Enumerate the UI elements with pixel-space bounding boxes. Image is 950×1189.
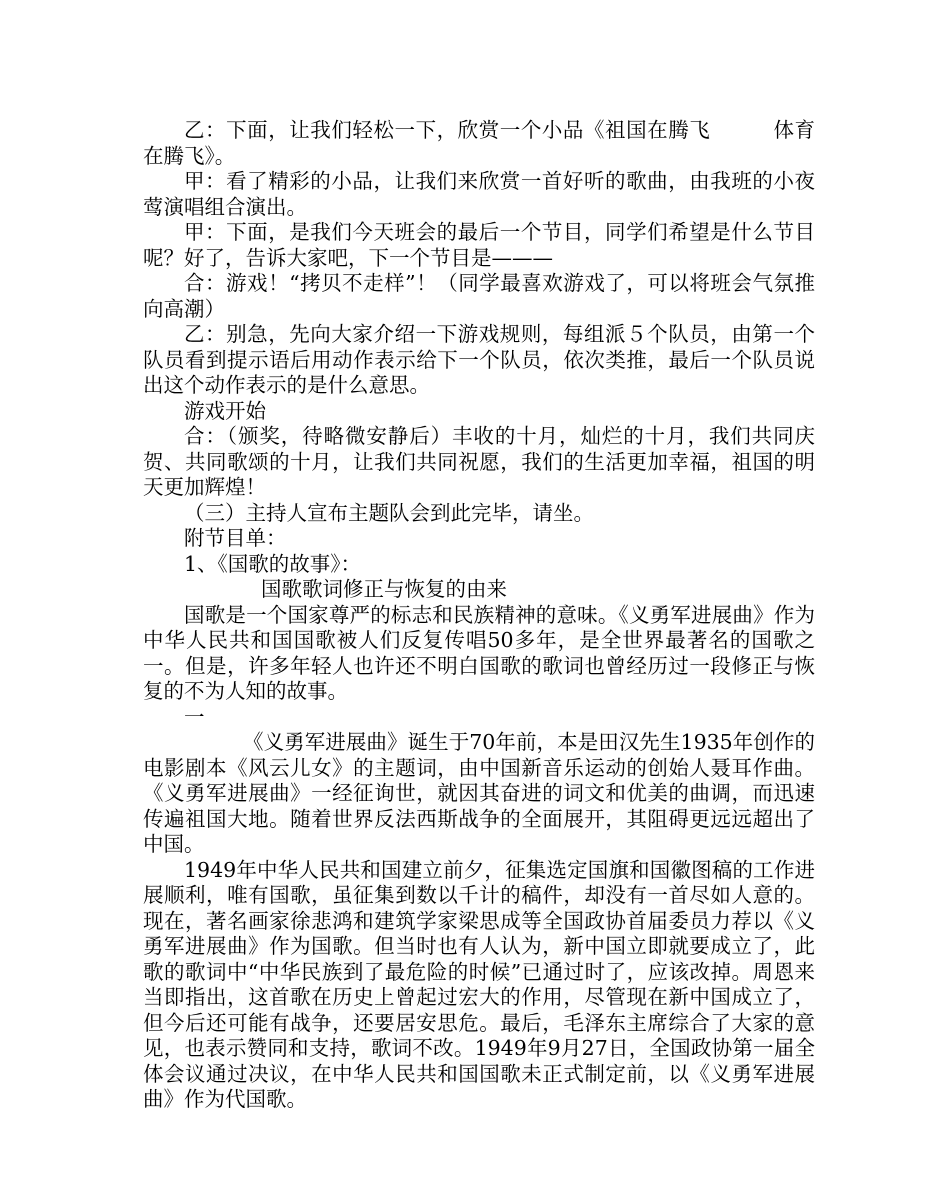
document-body — [143, 118, 815, 1113]
section-number: 一 — [184, 704, 205, 729]
paragraph-jia-song: 甲：看了精彩的小品，让我们来欣赏一首好听的歌曲，由我班的小夜莺演唱组合演出。 — [143, 169, 815, 219]
paragraph-closing: （三）主持人宣布主题队会到此完毕，请坐。 — [184, 500, 594, 525]
paragraph-yi-skit: 乙：下面，让我们轻松一下，欣赏一个小品《祖国在腾飞 体育在腾飞》。 — [143, 118, 815, 168]
paragraph-he-awards: 合：（颁奖，待略微安静后）丰收的十月，灿烂的十月，我们共同庆贺、共同歌颂的十月，让我们共同祝愿，我们的生活更加幸福，祖国的明天更加辉煌！ — [143, 424, 815, 499]
paragraph-anthem-origin: 《义勇军进展曲》诞生于70年前，本是田汉先生1935年创作的电影剧本《风云儿女》的主题词，由中国新音乐运动的创始人聂耳作曲。《义勇军进展曲》一经征询世，就因其奋进的词文和优美的曲调，而迅速传遍祖国大地。随着世界反法西斯战争的全面展开，其阻碍更远远超出了中国。 — [143, 730, 815, 856]
paragraph-jia-last-program: 甲：下面，是我们今天班会的最后一个节目，同学们希望是什么节目呢？好了，告诉大家吧，下一个节目是——— — [143, 220, 815, 270]
section-heading: 国歌歌词修正与恢复的由来 — [261, 577, 507, 601]
paragraph-program-item-1: 1、《国歌的故事》： — [184, 551, 362, 576]
paragraph-anthem-1949: 1949年中华人民共和国建立前夕，征集选定国旗和国徽图稿的工作进展顺利，唯有国歌，虽征集到数以千计的稿件，却没有一首尽如人意的。现在，著名画家徐悲鸿和建筑学家梁思成等全国政协首届委员力荐以《义勇军进展曲》作为国歌。但当时也有人认为，新中国立即就要成立了，此歌的歌词中“中华民族到了最危险的时候”已通过时了，应该改掉。周恩来当即指出，这首歌在历史上曾起过宏大的作用，尽管现在新中国成立了，但今后还可能有战争，还要居安思危。最后，毛泽东主席综合了大家的意见，也表示赞同和支持，歌词不改。1949年9月27日，全国政协第一届全体会议通过决议，在中华人民共和国国歌未正式制定前，以《义勇军进展曲》作为代国歌。 — [143, 857, 815, 1111]
paragraph-game-start: 游戏开始 — [184, 398, 266, 423]
paragraph-anthem-intro: 国歌是一个国家尊严的标志和民族精神的意味。《义勇军进展曲》作为中华人民共和国国歌被人们反复传唱50多年，是全世界最著名的国歌之一。但是，许多年轻人也许还不明白国歌的歌词也曾经历过一段修正与恢复的不为人知的故事。 — [143, 602, 815, 703]
paragraph-he-game: 合：游戏！“拷贝不走样”！（同学最喜欢游戏了，可以将班会气氛推向高潮） — [143, 271, 815, 321]
paragraph-yi-rules: 乙：别急，先向大家介绍一下游戏规则，每组派５个队员，由第一个队员看到提示语后用动作表示给下一个队员，依次类推，最后一个队员说出这个动作表示的是什么意思。 — [143, 322, 815, 397]
paragraph-program-list: 附节目单： — [184, 526, 287, 550]
